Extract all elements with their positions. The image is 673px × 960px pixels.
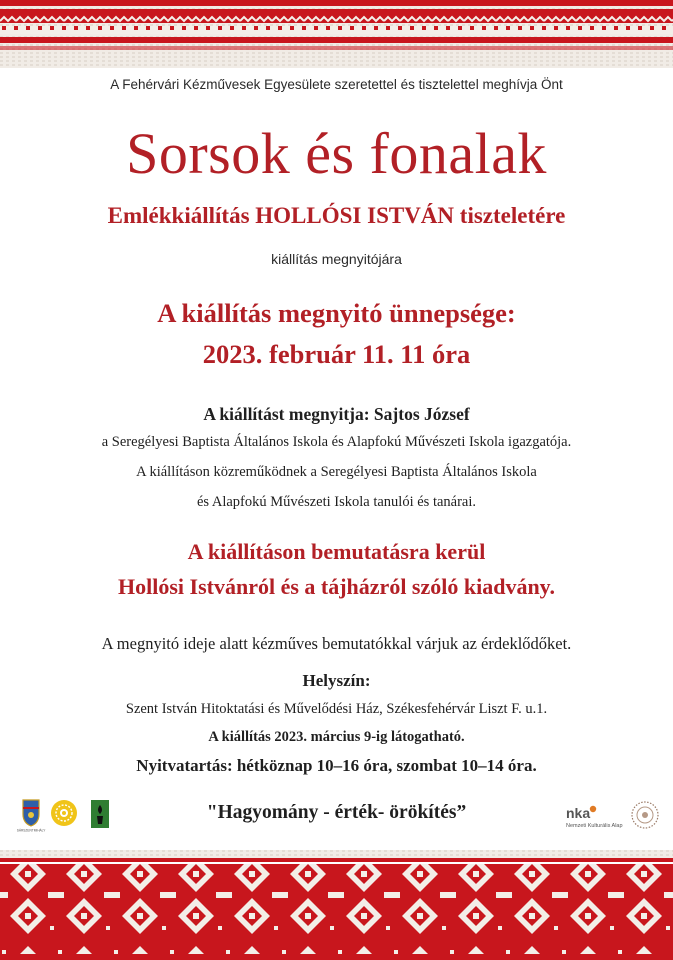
subtitle-note: kiállítás megnyitójára <box>271 251 402 267</box>
coat-of-arms-icon <box>16 797 46 833</box>
opener-role: a Seregélyesi Baptista Általános Iskola és Alapfokú Művészeti Iskola igazgatója. <box>101 434 572 450</box>
venue-heading: Helyszín: <box>302 671 371 690</box>
nka-logo-icon <box>564 804 626 830</box>
contributors-line-2: és Alapfokú Művészeti Iskola tanulói és tanárai. <box>196 494 477 510</box>
contributors-line-1: A kiállításon közreműködnek a Seregélyesi Baptista Általános Iskola <box>136 464 537 480</box>
circle-logo-icon <box>630 800 660 830</box>
presentation-line-2: Hollósi Istvánról és a tájházról szóló kiadvány. <box>118 574 555 599</box>
event-subtitle: Emlékkiállítás HOLLÓSI ISTVÁN tiszteletére <box>107 203 566 228</box>
event-title: Sorsok és fonalak <box>126 121 547 186</box>
sun-logo-icon <box>50 799 78 827</box>
green-logo-icon <box>91 800 109 828</box>
invitation-note: A megnyitó ideje alatt kézműves bemutatókkal várjuk az érdeklődőket. <box>101 634 572 653</box>
opening-hours: Nyitvatartás: hétköznap 10–16 óra, szombat 10–14 óra. <box>136 756 537 775</box>
nka-mark: nka <box>566 805 591 821</box>
invitation-intro: A Fehérvári Kézművesek Egyesülete szeretettel és tisztelettel meghívja Önt <box>110 77 563 92</box>
venue-address: Szent István Hitoktatási és Művelődési Ház, Székesfehérvár Liszt F. u.1. <box>125 701 548 717</box>
bottom-embroidery-band <box>0 850 673 960</box>
top-embroidery-band <box>0 0 673 68</box>
coat-caption: SÁRSZENTMIHÁLY <box>16 828 46 833</box>
ceremony-datetime: 2023. február 11. 11 óra <box>202 339 471 369</box>
opener-line: A kiállítást megnyitja: Sajtos József <box>203 404 470 424</box>
motto: "Hagyomány - érték- örökítés” <box>206 802 467 823</box>
nka-caption: Nemzeti Kulturális Alap <box>566 823 623 829</box>
exhibition-until: A kiállítás 2023. március 9-ig látogatható. <box>208 729 465 745</box>
ceremony-heading: A kiállítás megnyitó ünnepsége: <box>157 298 516 328</box>
presentation-line-1: A kiállításon bemutatásra kerül <box>187 539 486 564</box>
